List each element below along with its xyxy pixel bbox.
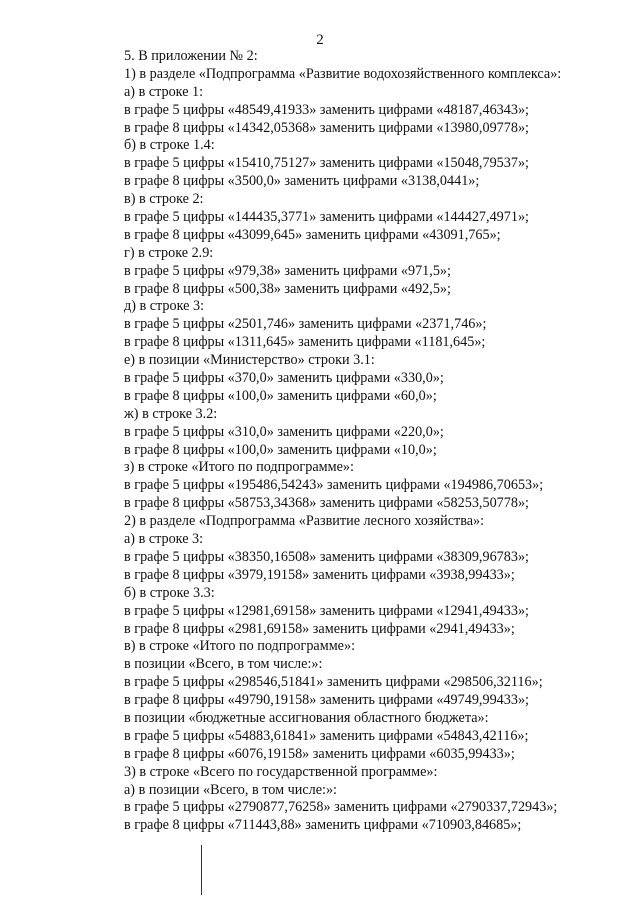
text-line: в графе 5 цифры «144435,3771» заменить цифрами «144427,4971»; [124, 209, 529, 226]
text-line: в графе 8 цифры «43099,645» заменить цифрами «43091,765»; [124, 226, 501, 243]
text-line: б) в строке 1.4: [124, 137, 215, 154]
text-line: 1) в разделе «Подпрограмма «Развитие водохозяйственного комплекса»: [124, 65, 562, 82]
text-line: в графе 8 цифры «500,38» заменить цифрами «492,5»; [124, 280, 451, 297]
text-line: в графе 5 цифры «12981,69158» заменить цифрами «12941,49433»; [124, 602, 529, 619]
text-line: в графе 5 цифры «298546,51841» заменить цифрами «298506,32116»; [124, 674, 543, 691]
text-line: в графе 8 цифры «6076,19158» заменить цифрами «6035,99433»; [124, 745, 515, 762]
text-line: д) в строке 3: [124, 298, 205, 315]
text-line: в графе 5 цифры «370,0» заменить цифрами «330,0»; [124, 370, 444, 387]
text-line: в графе 5 цифры «38350,16508» заменить цифрами «38309,96783»; [124, 548, 529, 565]
text-line: а) в строке 3: [124, 531, 204, 548]
text-line: а) в позиции «Всего, в том числе:»: [124, 781, 337, 798]
text-line: в графе 8 цифры «1311,645» заменить цифрами «1181,645»; [124, 334, 486, 351]
binding-mark [201, 845, 202, 895]
text-line: в графе 8 цифры «14342,05368» заменить цифрами «13980,09778»; [124, 119, 529, 136]
text-line: е) в позиции «Министерство» строки 3.1: [124, 352, 375, 369]
text-line: в позиции «бюджетные ассигнования областного бюджета»: [124, 709, 489, 726]
text-line: 3) в строке «Всего по государственной программе»: [124, 763, 438, 780]
text-line: в графе 5 цифры «2501,746» заменить цифрами «2371,746»; [124, 316, 487, 333]
text-line: в графе 8 цифры «100,0» заменить цифрами «10,0»; [124, 441, 437, 458]
text-line: в графе 5 цифры «979,38» заменить цифрами «971,5»; [124, 262, 451, 279]
text-line: в графе 8 цифры «58753,34368» заменить цифрами «58253,50778»; [124, 495, 529, 512]
text-line: в графе 5 цифры «15410,75127» заменить цифрами «15048,79537»; [124, 155, 529, 172]
text-line: г) в строке 2.9: [124, 244, 214, 261]
text-line: в графе 5 цифры «54883,61841» заменить цифрами «54843,42116»; [124, 727, 529, 744]
page-number: 2 [316, 32, 324, 48]
text-line: в) в строке 2: [124, 191, 204, 208]
text-line: в графе 8 цифры «100,0» заменить цифрами «60,0»; [124, 387, 437, 404]
text-line: в позиции «Всего, в том числе:»: [124, 656, 323, 673]
document-body [124, 48, 624, 835]
text-line: а) в строке 1: [124, 83, 204, 100]
text-line: в графе 5 цифры «310,0» заменить цифрами «220,0»; [124, 423, 444, 440]
text-line: в графе 5 цифры «2790877,76258» заменить цифрами «2790337,72943»; [124, 799, 558, 816]
text-line: 2) в разделе «Подпрограмма «Развитие лесного хозяйства»: [124, 513, 485, 530]
text-line: в графе 5 цифры «195486,54243» заменить цифрами «194986,70653»; [124, 477, 544, 494]
text-line: в графе 8 цифры «3979,19158» заменить цифрами «3938,99433»; [124, 566, 515, 583]
text-line: в графе 5 цифры «48549,41933» заменить цифрами «48187,46343»; [124, 101, 529, 118]
text-line: в графе 8 цифры «2981,69158» заменить цифрами «2941,49433»; [124, 620, 515, 637]
text-line: в графе 8 цифры «49790,19158» заменить цифрами «49749,99433»; [124, 692, 529, 709]
text-line: 5. В приложении № 2: [124, 48, 258, 64]
text-line: ж) в строке 3.2: [124, 405, 218, 422]
text-line: в графе 8 цифры «3500,0» заменить цифрами «3138,0441»; [124, 173, 480, 190]
text-line: б) в строке 3.3: [124, 584, 215, 601]
text-line: з) в строке «Итого по подпрограмме»: [124, 459, 354, 476]
text-line: в) в строке «Итого по подпрограмме»: [124, 638, 356, 655]
text-line: в графе 8 цифры «711443,88» заменить цифрами «710903,84685»; [124, 817, 522, 834]
